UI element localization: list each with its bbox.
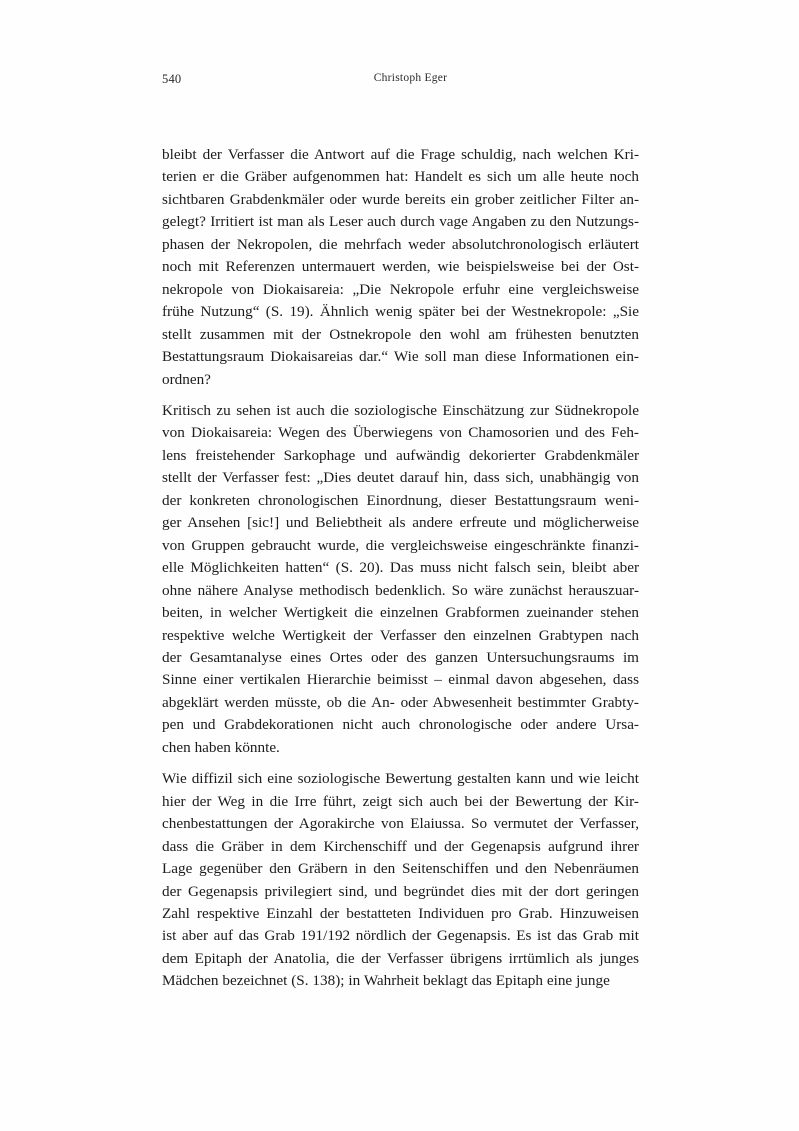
text-line: Bestattungsraum Diokaisareias dar.“ Wie soll man diese Informationen ein- [162, 348, 639, 366]
text-line: der Gesamtanalyse eines Ortes oder des ganzen Untersuchungsraums im [162, 648, 639, 666]
text-line: von Gruppen gebraucht wurde, die vergleichsweise eingeschränkte finanzi- [162, 536, 639, 554]
text-line: hier der Weg in die Irre führt, zeigt sich auch bei der Bewertung der Kir- [162, 792, 639, 810]
text-line: Zahl respektive Einzahl der bestatteten Individuen pro Grab. Hinzuweisen [162, 904, 639, 922]
text-line: ger Ansehen [sic!] und Beliebtheit als andere erfreute und möglicherweise [162, 514, 639, 532]
paragraph [162, 768, 639, 993]
text-line: chen haben könnte. [162, 738, 280, 756]
text-line: dem Epitaph der Anatolia, die der Verfasser übrigens irrtümlich als junges [162, 949, 639, 967]
text-line: nekropole von Diokaisareia: „Die Nekropole erfuhr eine vergleichsweise [162, 280, 639, 298]
text-line: bleibt der Verfasser die Antwort auf die Frage schuldig, nach welchen Kri- [162, 146, 639, 163]
text-line: beiten, in welcher Wertigkeit die einzelnen Grabformen zueinander stehen [162, 604, 639, 622]
text-line: lens freistehender Sarkophage und aufwändig dekorierter Grabdenkmäler [162, 446, 639, 464]
text-line: dass die Gräber in dem Kirchenschiff und der Gegenapsis aufgrund ihrer [162, 837, 639, 855]
text-line: phasen der Nekropolen, die mehrfach weder absolutchronologisch erläutert [162, 235, 639, 253]
paragraph [162, 144, 639, 391]
text-line: stellt zusammen mit der Ostnekropole den wohl am frühesten benutzten [162, 325, 639, 343]
text-line: gelegt? Irritiert ist man als Leser auch durch vage Angaben zu den Nutzungs- [162, 213, 639, 231]
text-line: der konkreten chronologischen Einordnung, dieser Bestattungsraum weni- [162, 491, 639, 509]
text-line: der Gegenapsis privilegiert sind, und begründet dies mit der dort geringen [162, 882, 639, 900]
text-line: ordnen? [162, 370, 211, 388]
paragraph [162, 400, 639, 759]
text-line: sichtbaren Grabdenkmäler oder wurde bereits ein grober zeitlicher Filter an- [162, 190, 639, 208]
text-line: terien er die Gräber aufgenommen hat: Handelt es sich um alle heute noch [162, 168, 639, 186]
running-header-title: Christoph Eger [373, 72, 448, 84]
text-line: abgeklärt werden müsste, ob die An- oder Abwesenheit bestimmter Grabty- [162, 693, 639, 711]
text-line: respektive welche Wertigkeit der Verfasser den einzelnen Grabtypen nach [162, 626, 639, 644]
text-line: Wie diffizil sich eine soziologische Bewertung gestalten kann und wie leicht [162, 770, 639, 788]
text-line: Lage gegenüber den Gräbern in den Seitenschiffen und den Nebenräumen [162, 860, 639, 878]
text-line: von Diokaisareia: Wegen des Überwiegens von Chamosorien und des Feh- [162, 424, 639, 442]
text-line: chenbestattungen der Agorakirche von Elaiussa. So vermutet der Verfasser, [162, 815, 639, 833]
text-line: ist aber auf das Grab 191/192 nördlich der Gegenapsis. Es ist das Grab mit [162, 927, 639, 945]
page-number: 540 [162, 72, 182, 86]
text-line: pen und Grabdekorationen nicht auch chronologische oder andere Ursa- [162, 716, 639, 734]
text-line: stellt der Verfasser fest: „Dies deutet darauf hin, dass sich, unabhängig von [162, 469, 639, 487]
text-line: Sinne einer vertikalen Hierarchie beimisst – einmal davon abgesehen, dass [162, 671, 639, 689]
running-header [162, 72, 639, 90]
text-line: noch mit Referenzen untermauert werden, wie beispielsweise bei der Ost- [162, 258, 639, 276]
text-line: Mädchen bezeichnet (S. 138); in Wahrheit beklagt das Epitaph eine junge [162, 972, 610, 990]
text-line: frühe Nutzung“ (S. 19). Ähnlich wenig später bei der Westnekropole: „Sie [162, 303, 639, 321]
text-line: elle Möglichkeiten hatten“ (S. 20). Das muss nicht falsch sein, bleibt aber [162, 559, 639, 577]
body-text-block [162, 144, 639, 993]
text-line: ohne nähere Analyse methodisch bedenklich. So wäre zunächst herauszuar- [162, 581, 639, 599]
text-line: Kritisch zu sehen ist auch die soziologische Einschätzung zur Südnekropole [162, 401, 639, 419]
